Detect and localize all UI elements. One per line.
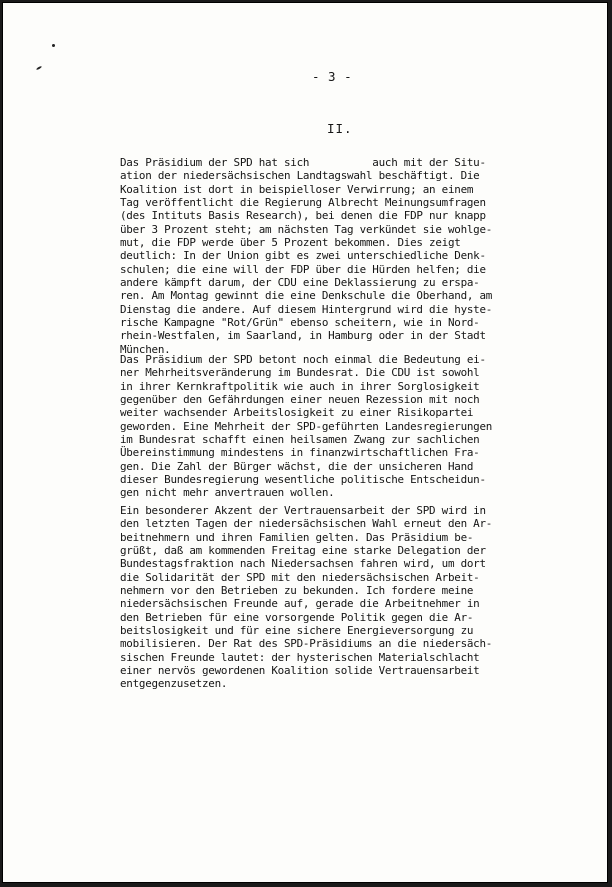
- text-line: entgegenzusetzen.: [120, 677, 228, 691]
- text-line: den Betrieben für eine vorsorgende Politik gegen die Ar-: [120, 610, 474, 624]
- text-line: beitnehmern und ihren Familien gelten. Das Präsidium be-: [120, 530, 474, 544]
- text-line: Das Präsidium der SPD betont noch einmal die Bedeutung ei-: [120, 353, 486, 366]
- text-line: rhein-Westfalen, im Saarland, in Hamburg oder in der Stadt: [120, 329, 486, 343]
- text-line: Das Präsidium der SPD hat sich auch mit der Situ-: [120, 156, 486, 169]
- text-line: Übereinstimmung mindestens in finanzwirtschaftlichen Fra-: [120, 446, 480, 460]
- scan-speck: [52, 44, 55, 47]
- text-line: Koalition ist dort in beispielloser Verwirrung; an einem: [120, 182, 474, 196]
- text-line: über 3 Prozent steht; am nächsten Tag verkündet sie wohlge-: [120, 222, 493, 236]
- text-line: mobilisieren. Der Rat des SPD-Präsidiums an die niedersäch-: [120, 637, 493, 651]
- scan-speck: [36, 66, 42, 71]
- text-line: gegenüber den Gefährdungen einer neuen Rezession mit noch: [120, 393, 480, 407]
- text-line: Bundestagsfraktion nach Niedersachsen fahren wird, um dort: [120, 557, 486, 571]
- text-line: weiter wachsender Arbeitslosigkeit zu einer Risikopartei: [120, 406, 474, 420]
- text-line: beitslosigkeit und für eine sichere Energieversorgung zu: [120, 624, 474, 638]
- text-line: grüßt, daß am kommenden Freitag eine starke Delegation der: [120, 544, 486, 558]
- text-line: Tag veröffentlicht die Regierung Albrecht Meinungsumfragen: [120, 196, 486, 210]
- text-line: geworden. Eine Mehrheit der SPD-geführten Landesregierungen: [120, 419, 493, 433]
- text-line: deutlich: In der Union gibt es zwei unterschiedliche Denk-: [120, 249, 486, 263]
- page-number: - 3 -: [312, 69, 353, 84]
- text-line: mut, die FDP werde über 5 Prozent bekommen. Dies zeigt: [120, 236, 461, 250]
- text-line: ation der niedersächsischen Landtagswahl beschäftigt. Die: [120, 169, 480, 183]
- text-line: die Solidarität der SPD mit den niedersächsischen Arbeit-: [120, 570, 480, 584]
- text-line: Ein besonderer Akzent der Vertrauensarbeit der SPD wird in: [120, 504, 486, 517]
- text-line: nehmern vor den Betrieben zu bekunden. Ich fordere meine: [120, 584, 474, 598]
- text-line: schulen; die eine will der FDP über die Hürden helfen; die: [120, 262, 486, 276]
- paragraph: [120, 353, 560, 500]
- text-line: München.: [120, 342, 171, 356]
- text-line: gen nicht mehr anvertrauen wollen.: [120, 486, 335, 500]
- text-line: Dienstag die andere. Auf diesem Hintergrund wird die hyste-: [120, 302, 493, 316]
- document-page: [2, 2, 608, 883]
- text-line: andere kämpft darum, der CDU eine Deklassierung zu erspa-: [120, 276, 480, 290]
- text-line: den letzten Tagen der niedersächsischen Wahl erneut den Ar-: [120, 517, 493, 531]
- paragraph: [120, 156, 560, 356]
- text-line: ren. Am Montag gewinnt die eine Denkschule die Oberhand, am: [120, 289, 493, 303]
- text-line: in ihrer Kernkraftpolitik wie auch in ihrer Sorglosigkeit: [120, 379, 480, 393]
- text-line: dieser Bundesregierung wesentliche politische Entscheidun-: [120, 473, 486, 487]
- text-line: ner Mehrheitsveränderung im Bundesrat. Die CDU ist sowohl: [120, 366, 480, 380]
- text-line: sischen Freunde lautet: der hysterischen Materialschlacht: [120, 650, 480, 664]
- text-line: rische Kampagne "Rot/Grün" ebenso scheitern, wie in Nord-: [120, 316, 480, 330]
- text-line: im Bundesrat schafft einen heilsamen Zwang zur sachlichen: [120, 433, 480, 447]
- paragraph: [120, 504, 560, 691]
- text-line: einer nervös gewordenen Koalition solide Vertrauensarbeit: [120, 664, 480, 678]
- section-heading: II.: [327, 121, 353, 136]
- text-line: (des Intituts Basis Research), bei denen die FDP nur knapp: [120, 209, 486, 223]
- text-line: niedersächsischen Freunde auf, gerade die Arbeitnehmer in: [120, 597, 480, 611]
- text-line: gen. Die Zahl der Bürger wächst, die der unsicheren Hand: [120, 459, 474, 473]
